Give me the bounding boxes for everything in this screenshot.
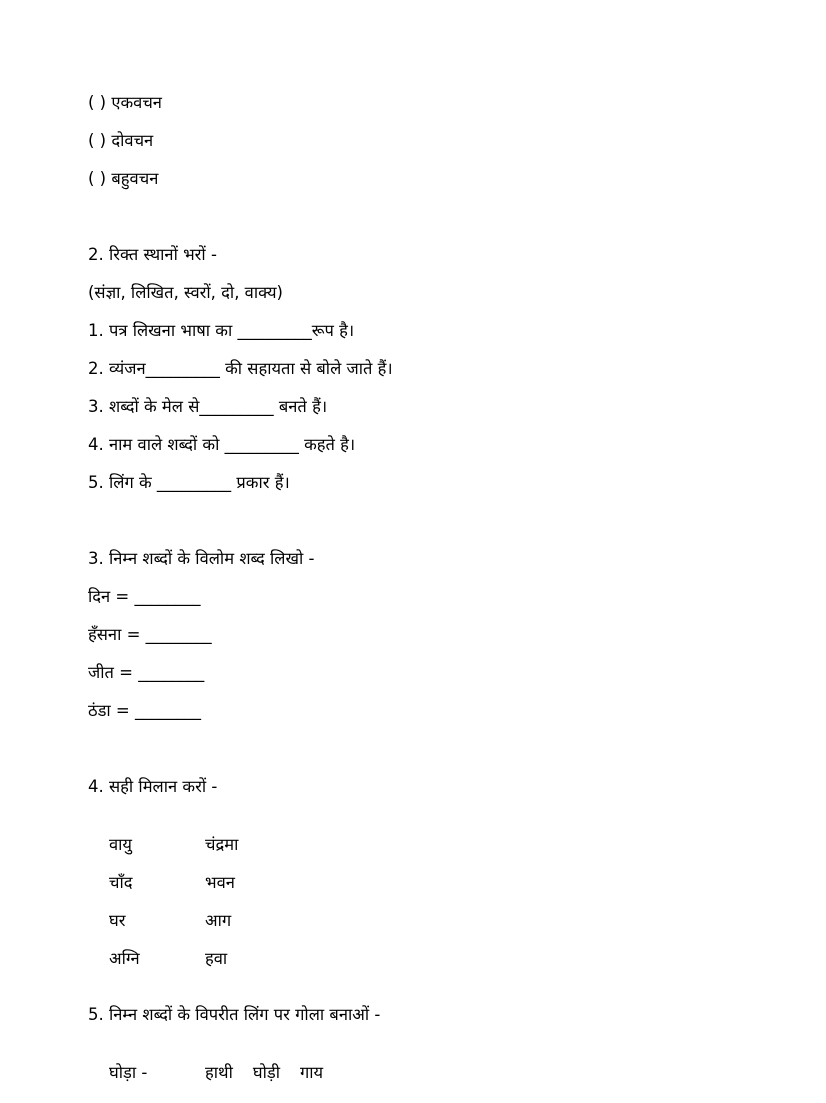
- q4-right-word: हवा: [204, 949, 228, 968]
- q4-left-word: घर: [108, 911, 126, 930]
- q5-heading: 5. निम्न शब्दों के विपरीत लिंग पर गोला बनाओं -: [88, 1005, 381, 1024]
- q2-item: 5. लिंग के _________ प्रकार हैं।: [88, 473, 290, 492]
- q3-item: दिन = ________: [88, 587, 201, 606]
- q4-right-word: आग: [204, 911, 232, 930]
- q4-pair-row: [88, 929, 228, 968]
- q4-right-word: चंद्रमा: [204, 835, 239, 854]
- q3-item: जीत = ________: [88, 663, 205, 682]
- q4-right-word: भवन: [204, 873, 235, 892]
- q4-pair-row: [88, 815, 239, 854]
- q2-heading: 2. रिक्त स्थानों भरों -: [88, 245, 217, 264]
- q5-row: [88, 1043, 324, 1082]
- q5-choice[interactable]: घोड़ी: [252, 1063, 280, 1082]
- q2-item: 2. व्यंजन_________ की सहायता से बोले जाते हैं।: [88, 359, 393, 378]
- option-ekvachan: ( ) एकवचन: [88, 93, 162, 112]
- q4-pair-row: [88, 891, 232, 930]
- q3-heading: 3. निम्न शब्दों के विलोम शब्द लिखो -: [88, 549, 315, 568]
- q4-left-word: वायु: [108, 835, 133, 854]
- q5-word: घोड़ा -: [108, 1063, 148, 1082]
- q4-left-word: चाँद: [108, 873, 133, 892]
- q3-item: ठंडा = ________: [88, 701, 202, 720]
- q5-choice[interactable]: हाथी: [204, 1063, 233, 1082]
- q3-item: हँसना = ________: [88, 625, 212, 644]
- q2-item: 3. शब्दों के मेल से_________ बनते हैं।: [88, 397, 328, 416]
- q2-item: 4. नाम वाले शब्दों को _________ कहते है।: [88, 435, 356, 454]
- q2-item: 1. पत्र लिखना भाषा का _________रूप है।: [88, 321, 355, 340]
- q4-left-word: अग्नि: [108, 949, 140, 968]
- q4-pair-row: [88, 853, 235, 892]
- option-bahuvachan: ( ) बहुवचन: [88, 169, 159, 188]
- q4-heading: 4. सही मिलान करों -: [88, 777, 218, 796]
- q5-choice[interactable]: गाय: [299, 1063, 324, 1082]
- q2-word-bank: (संज्ञा, लिखित, स्वरों, दो, वाक्य): [88, 283, 283, 302]
- option-dovachan: ( ) दोवचन: [88, 131, 154, 150]
